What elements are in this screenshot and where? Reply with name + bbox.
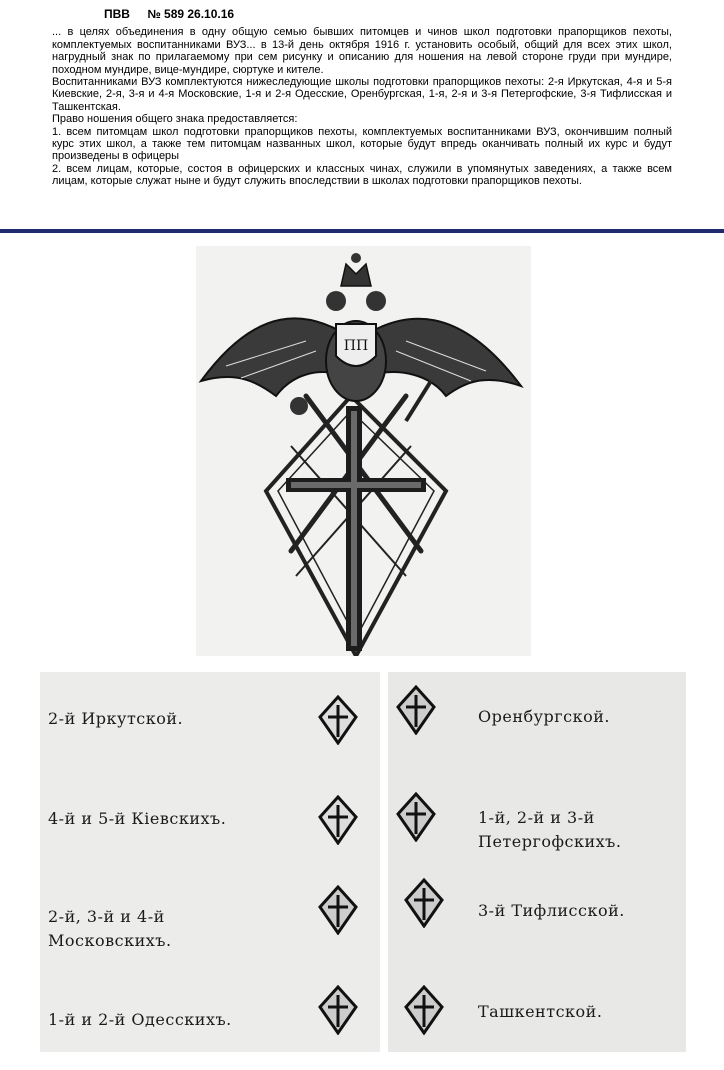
paragraph-intro: ... в целях объединения в одну общую семью бывших питомцев и чинов школ подготовки прапорщиков пехоты, комплектуемых воспитанниками ВУЗ... в 13-й день октября 1916 г. установить особый, общий для всех этих школ, нагрудный знак по прилагаемому при сем рисунку и описанию для ношения на левой стороне груди при мундире, походном мундире, вице-мундире, сюртуке и кителе. bbox=[52, 26, 672, 76]
paragraph-item-2: 2. всем лицам, которые, состоя в офицерских и классных чинах, служили в упомянутых заведениях, а также всем лицам, которые служат ныне и будут служить впоследствии в школах подготовки прапорщиков пехоты. bbox=[52, 162, 672, 188]
tiflis-badge-icon bbox=[404, 878, 444, 928]
moscow-badge-icon bbox=[318, 885, 358, 935]
order-text bbox=[52, 8, 672, 188]
peterhof-badge-icon bbox=[396, 792, 436, 842]
school-entry-line: Оренбургской. bbox=[478, 707, 611, 726]
school-entry-line: 4-й и 5-й Кіевскихъ. bbox=[48, 809, 227, 828]
kiev-badge-icon bbox=[318, 795, 358, 845]
tashkent-badge-icon bbox=[404, 985, 444, 1035]
school-entry-odessa bbox=[48, 1008, 232, 1032]
order-header bbox=[104, 8, 672, 20]
school-entry-tashkent bbox=[478, 1000, 602, 1024]
order-org: ПВВ bbox=[104, 7, 130, 21]
school-entry-line: Московскихъ. bbox=[48, 931, 172, 950]
svg-text:ПП: ПП bbox=[343, 338, 369, 354]
school-entry-moscow bbox=[48, 905, 172, 953]
school-entry-kiev bbox=[48, 807, 226, 831]
school-entry-line: 3-й Тифлисской. bbox=[478, 901, 625, 920]
school-entry-line: Петергофскихъ. bbox=[478, 832, 622, 851]
school-entry-line: 1-й и 2-й Одесскихъ. bbox=[48, 1010, 232, 1029]
order-number: № 589 26.10.16 bbox=[147, 7, 235, 21]
school-entry-line: 2-й Иркутской. bbox=[48, 709, 184, 728]
school-entry-line: Ташкентской. bbox=[478, 1002, 603, 1021]
school-entry-irkutsk bbox=[48, 707, 183, 731]
school-entry-line: 2-й, 3-й и 4-й bbox=[48, 907, 165, 926]
irkutsk-badge-icon bbox=[318, 695, 358, 745]
eagle-cross-badge-icon bbox=[196, 246, 531, 656]
school-entry-tiflis bbox=[478, 899, 625, 923]
school-entry-peterhof bbox=[478, 806, 621, 854]
paragraph-item-1: 1. всем питомцам школ подготовки прапорщиков пехоты, комплектуемых воспитанниками ВУЗ, окончившим полный курс этих школ, а также тем питомцам названных школ, которые будут впредь оканчивать полный их курс и будут произведены в офицеры bbox=[52, 125, 672, 163]
paragraph-schools: Воспитанниками ВУЗ комплектуются нижеследующие школы подготовки прапорщиков пехоты: 2-я Иркутская, 4-я и 5-я Киевские, 2-я, 3-я и 4-я Московские, 1-я и 2-я Одесские, Оренбургская, 1-я, 2-я и 3-я Петергофские, 3-я Тифлисская и Ташкентская. bbox=[52, 76, 672, 113]
school-entry-orenburg bbox=[478, 705, 610, 729]
section-divider bbox=[0, 229, 724, 233]
badge-emblem-illustration bbox=[196, 246, 531, 656]
odessa-badge-icon bbox=[318, 985, 358, 1035]
paragraph-right: Право ношения общего знака предоставляется: bbox=[52, 113, 298, 126]
orenburg-badge-icon bbox=[396, 685, 436, 735]
school-entry-line: 1-й, 2-й и 3-й bbox=[478, 808, 595, 827]
